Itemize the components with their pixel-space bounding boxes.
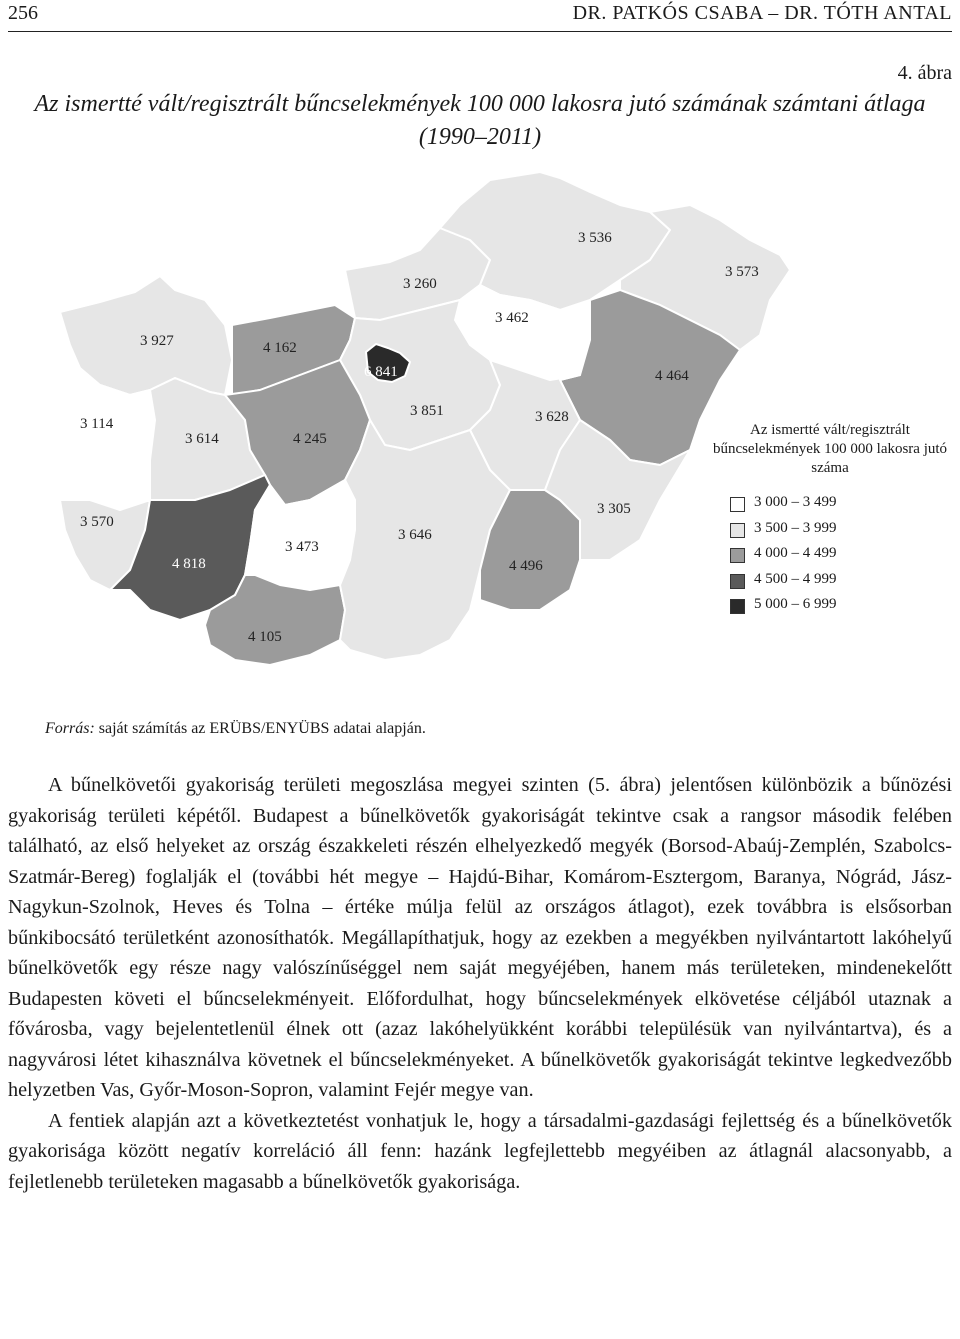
county-value-label: 4 245 [293, 431, 327, 447]
paragraph: A bűnelkövetői gyakoriság területi megoszlása megyei szinten (5. ábra) jelentősen különbözik a bűnözési gyakoriság területi képétől. Budapest a bűnelkövetők gyakoriságát tekintve csak a rangsor második felében található, az első helyeket az ország északkeleti részén elhelyezkedő megyék (Borsod-Abaúj-Zemplén, Szabolcs-Szatmár-Bereg) foglalják el (további hét megye – Hajdú-Bihar, Komárom-Esztergom, Baranya, Nógrád, Jász-Nagykun-Szolnok, Heves és Tolna – értéke múlja felül az országos átlagot), ezek továbbra is elsősorban bűnkibocsátó területként azonosíthatók. Megállapíthatjuk, hogy az ezekben a megyékben nyilvántartott lakóhelyű bűnelkövetők egy része nagy valószínűséggel nem saját megyéjében, hanem más területeken, mindenekelőtt Budapesten követi el bűncselekményeit. Előfordulhat, hogy bűncselekmények elkövetése céljából utaznak a fővárosba, vagy bejelentetlenül élnek ott (azaz lakóhelyükként korábbi településük van nyilvántartva), és a nagyvárosi létet kihasználva követnek el bűncselekményeket. A bűnelkövetők gyakoriságát tekintve legkedvezőbb helyzetben Vas, Győr-Moson-Sopron, valamint Fejér megye van. [8, 774, 952, 1101]
legend-label: 4 000 – 4 499 [754, 545, 837, 561]
legend-swatch [730, 497, 745, 512]
body-text [8, 770, 952, 1197]
county-value-label: 4 818 [172, 556, 206, 572]
figure-title: Az ismertté vált/regisztrált bűncselekmények 100 000 lakosra jutó számának számtani átlaga (1990–2011) [34, 91, 926, 150]
county-value-label: 3 646 [398, 527, 432, 543]
legend-swatch [730, 574, 745, 589]
county-value-label: 3 305 [597, 501, 631, 517]
county-value-label: 4 464 [655, 368, 689, 384]
running-head-authors: DR. PATKÓS CSABA – DR. TÓTH ANTAL [572, 2, 952, 24]
legend-title: Az ismertté vált/regisztrált bűncselekmények 100 000 lakosra jutó száma [712, 422, 948, 476]
county-value-label: 4 496 [509, 558, 543, 574]
county-region [60, 385, 155, 510]
legend-label: 3 000 – 3 499 [754, 494, 837, 510]
county-value-label: 3 473 [285, 539, 319, 555]
county-value-label: 3 462 [495, 310, 529, 326]
county-value-label: 3 851 [410, 403, 444, 419]
legend-swatch [730, 523, 745, 538]
legend-label: 3 500 – 3 999 [754, 519, 837, 536]
legend-label: 4 500 – 4 999 [754, 570, 837, 587]
county-value-label: 3 614 [185, 431, 219, 447]
county-value-label: 3 573 [725, 264, 759, 280]
source-text: saját számítás az ERÜBS/ENYÜBS adatai alapján. [94, 720, 426, 737]
county-value-label: 3 927 [140, 333, 174, 349]
legend-label: 5 000 – 6 999 [754, 596, 837, 612]
page-number: 256 [8, 2, 38, 24]
county-value-label: 3 628 [535, 409, 569, 425]
page-header [8, 0, 952, 28]
county-value-label: 4 105 [248, 629, 282, 645]
figure-label: 4. ábra [897, 62, 952, 84]
figure-source [45, 720, 426, 738]
county-value-label: 3 536 [578, 230, 612, 246]
county-value-label: 6 841 [364, 364, 398, 380]
county-value-label: 4 162 [263, 340, 297, 356]
paragraph: A fentiek alapján azt a következtetést vonhatjuk le, hogy a társadalmi-gazdasági fejlettség és a bűnelkövetők gyakorisága között negatív korreláció áll fenn: hazánk legfejlettebb megyéiben az átlagnál alacsonyabb, a fejletlenebb területeken magasabb a bűnelkövetők gyakorisága. [8, 1109, 952, 1193]
legend-swatch [730, 548, 745, 563]
county-value-label: 3 260 [403, 276, 437, 292]
header-rule [8, 31, 952, 32]
county-value-label: 3 114 [80, 416, 114, 432]
legend-swatch [730, 599, 745, 614]
county-value-label: 3 570 [80, 514, 114, 530]
source-prefix: Forrás: [45, 720, 95, 737]
